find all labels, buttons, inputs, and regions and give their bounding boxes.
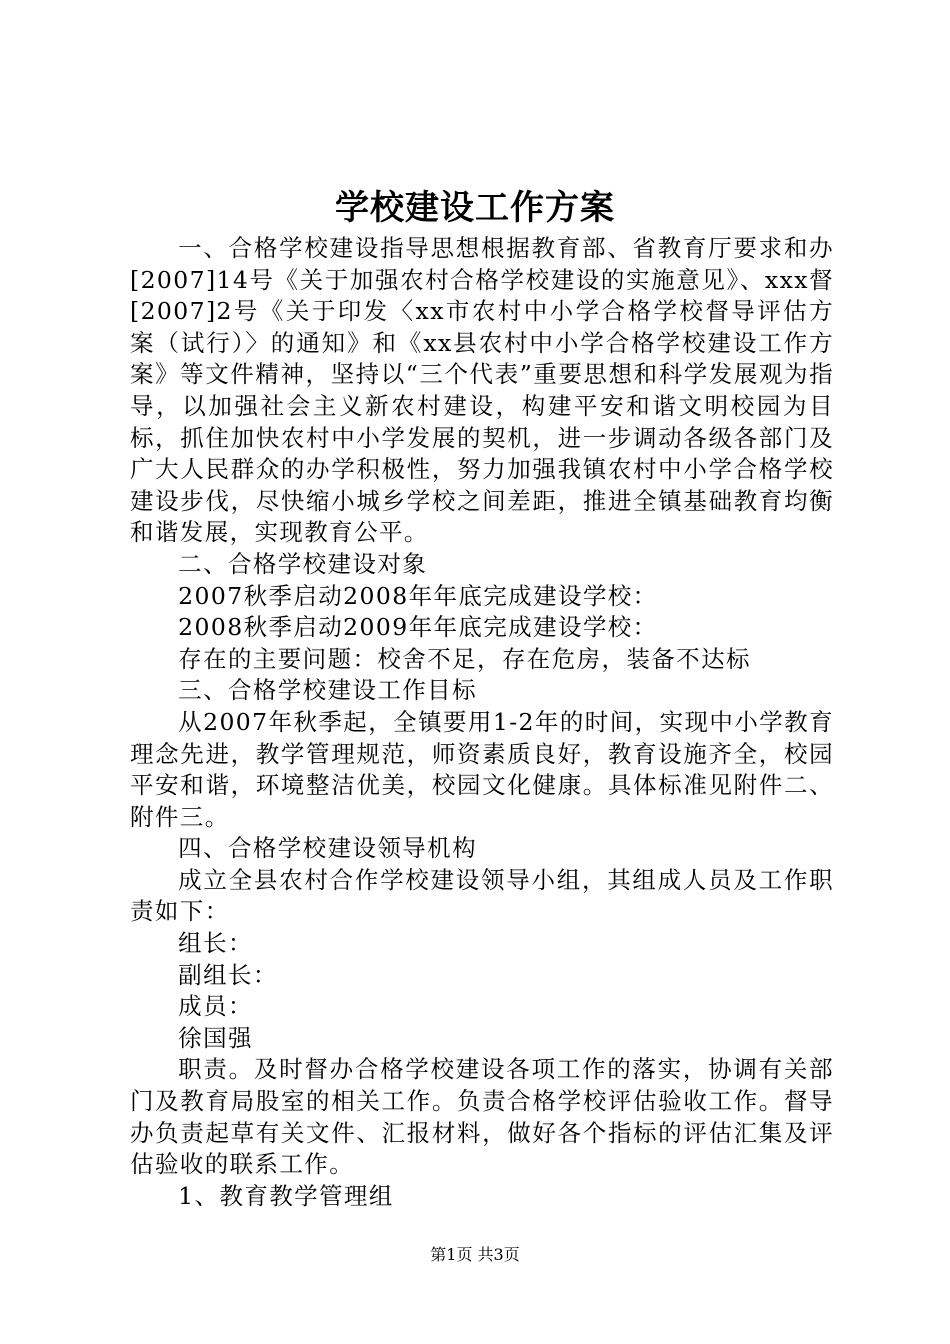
heading-work-goals: 三、合格学校建设工作目标 <box>178 676 477 705</box>
paragraph-member-name: 徐国强 <box>178 1023 253 1052</box>
document-body <box>130 233 834 1212</box>
paragraph-guiding-ideology: 一、合格学校建设指导思想根据教育部、省教育厅要求和办[2007]14号《关于加强农村合格学校建设的实施意见》、xxx督[2007]2号《关于印发〈xx市农村中小学合格学校督导评估方案（试行）〉的通知》和《xx县农村中小学合格学校建设工作方案》等文件精神，坚持以“三个代表”重要思想和科学发展观为指导，以加强社会主义新农村建设，构建平安和谐文明校园为目标，抓住加快农村中小学发展的契机，进一步调动各级各部门及广大人民群众的办学积极性，努力加强我镇农村中小学合格学校建设步伐，尽快缩小城乡学校之间差距，推进全镇基础教育均衡和谐发展，实现教育公平。 <box>130 234 834 547</box>
page-indicator: 第1页 共3页 <box>430 1245 520 1264</box>
paragraph-duties: 职责。及时督办合格学校建设各项工作的落实，协调有关部门及教育局股室的相关工作。负责合格学校评估验收工作。督导办负责起草有关文件、汇报材料，做好各个指标的评估汇集及评估验收的联系工作。 <box>130 1055 834 1179</box>
paragraph-work-goals: 从2007年秋季起，全镇要用1-2年的时间，实现中小学教育理念先进，教学管理规范，师资素质良好，教育设施齐全，校园平安和谐，环境整洁优美，校园文化健康。具体标准见附件二、附件三。 <box>130 707 834 831</box>
paragraph-leadership-group: 成立全县农村合作学校建设领导小组，其组成人员及工作职责如下： <box>130 865 834 926</box>
paragraph-members: 成员： <box>178 992 253 1021</box>
heading-leadership: 四、合格学校建设领导机构 <box>178 834 477 863</box>
document-title: 学校建设工作方案 <box>335 188 615 228</box>
paragraph-main-problems: 存在的主要问题：校舍不足，存在危房，装备不达标 <box>178 644 751 673</box>
paragraph-group-leader: 组长： <box>178 929 253 958</box>
paragraph-deputy-leader: 副组长： <box>178 960 278 989</box>
heading-teaching-management-group: 1、教育教学管理组 <box>178 1181 394 1210</box>
paragraph-batch-2008: 2008秋季启动2009年年底完成建设学校： <box>178 613 658 642</box>
heading-construction-targets: 二、合格学校建设对象 <box>178 549 428 578</box>
paragraph-batch-2007: 2007秋季启动2008年年底完成建设学校： <box>178 581 658 610</box>
